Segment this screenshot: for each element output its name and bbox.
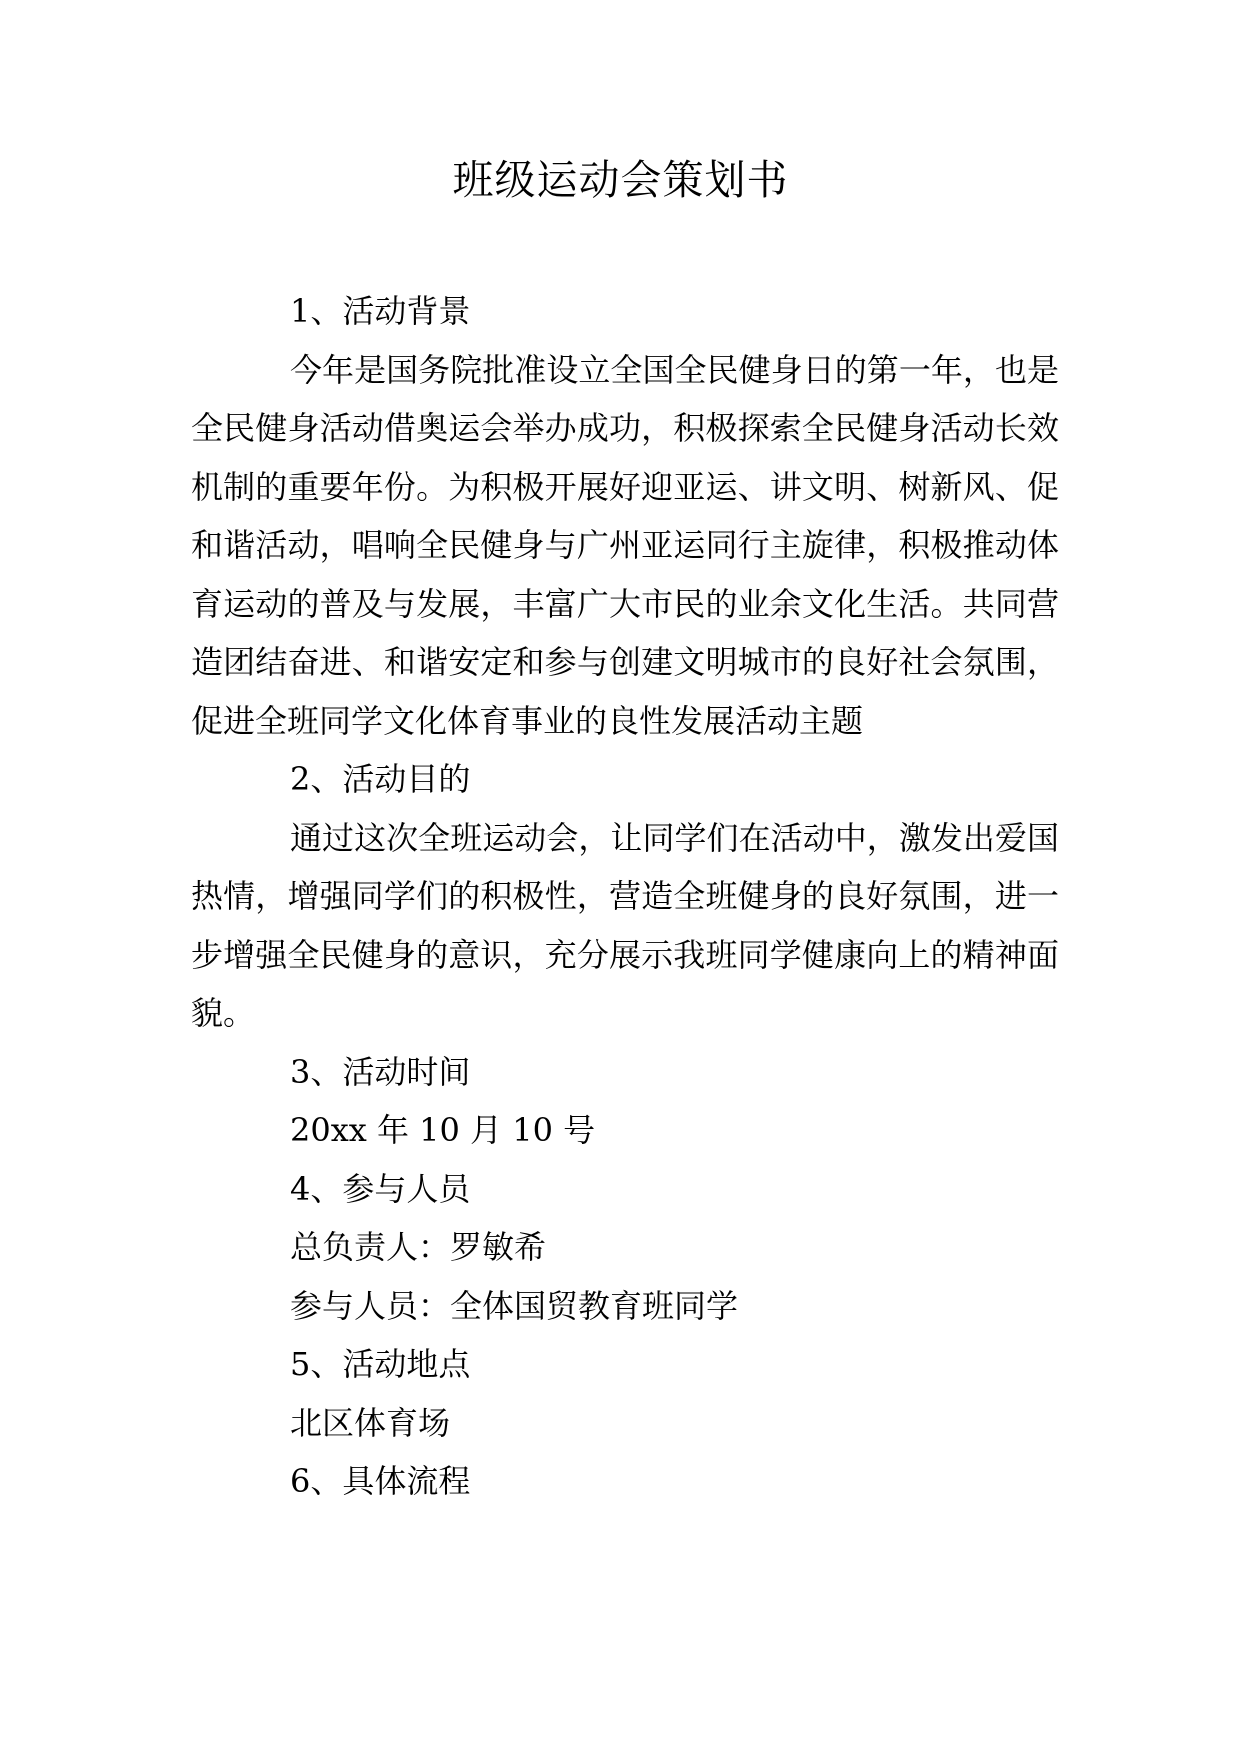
section-heading-location: 5、活动地点 [290,1345,471,1383]
section-heading-background: 1、活动背景 [290,292,471,330]
section-heading-process: 6、具体流程 [290,1462,471,1500]
purpose-paragraph: 通过这次全班运动会，让同学们在活动中，激发出爱国热情，增强同学们的积极性，营造全班健身的良好氛围，进一步增强全民健身的意识，充分展示我班同学健康向上的精神面貌。 [191,818,1059,1032]
activity-location: 北区体育场 [290,1403,451,1442]
person-in-charge: 总负责人：罗敏希 [290,1228,547,1266]
background-paragraph: 今年是国务院批准设立全国全民健身日的第一年，也是全民健身活动借奥运会举办成功，积极探索全民健身活动长效机制的重要年份。为积极开展好迎亚运、讲文明、树新风、促和谐活动，唱响全民健身与广州亚运同行主旋律，积极推动体育运动的普及与发展，丰富广大市民的业余文化生活。共同营造团结奋进、和谐安定和参与创建文明城市的良好社会氛围，促进全班同学文化体育事业的良性发展活动主题 [191,350,1059,740]
activity-date: 20xx 年 10 月 10 号 [290,1111,596,1149]
participants: 参与人员：全体国贸教育班同学 [290,1286,739,1325]
section-heading-time: 3、活动时间 [290,1052,471,1091]
document-title: 班级运动会策划书 [452,156,789,204]
section-heading-participants: 4、参与人员 [290,1169,471,1208]
document-body [191,282,1059,1511]
section-heading-purpose: 2、活动目的 [290,760,471,798]
